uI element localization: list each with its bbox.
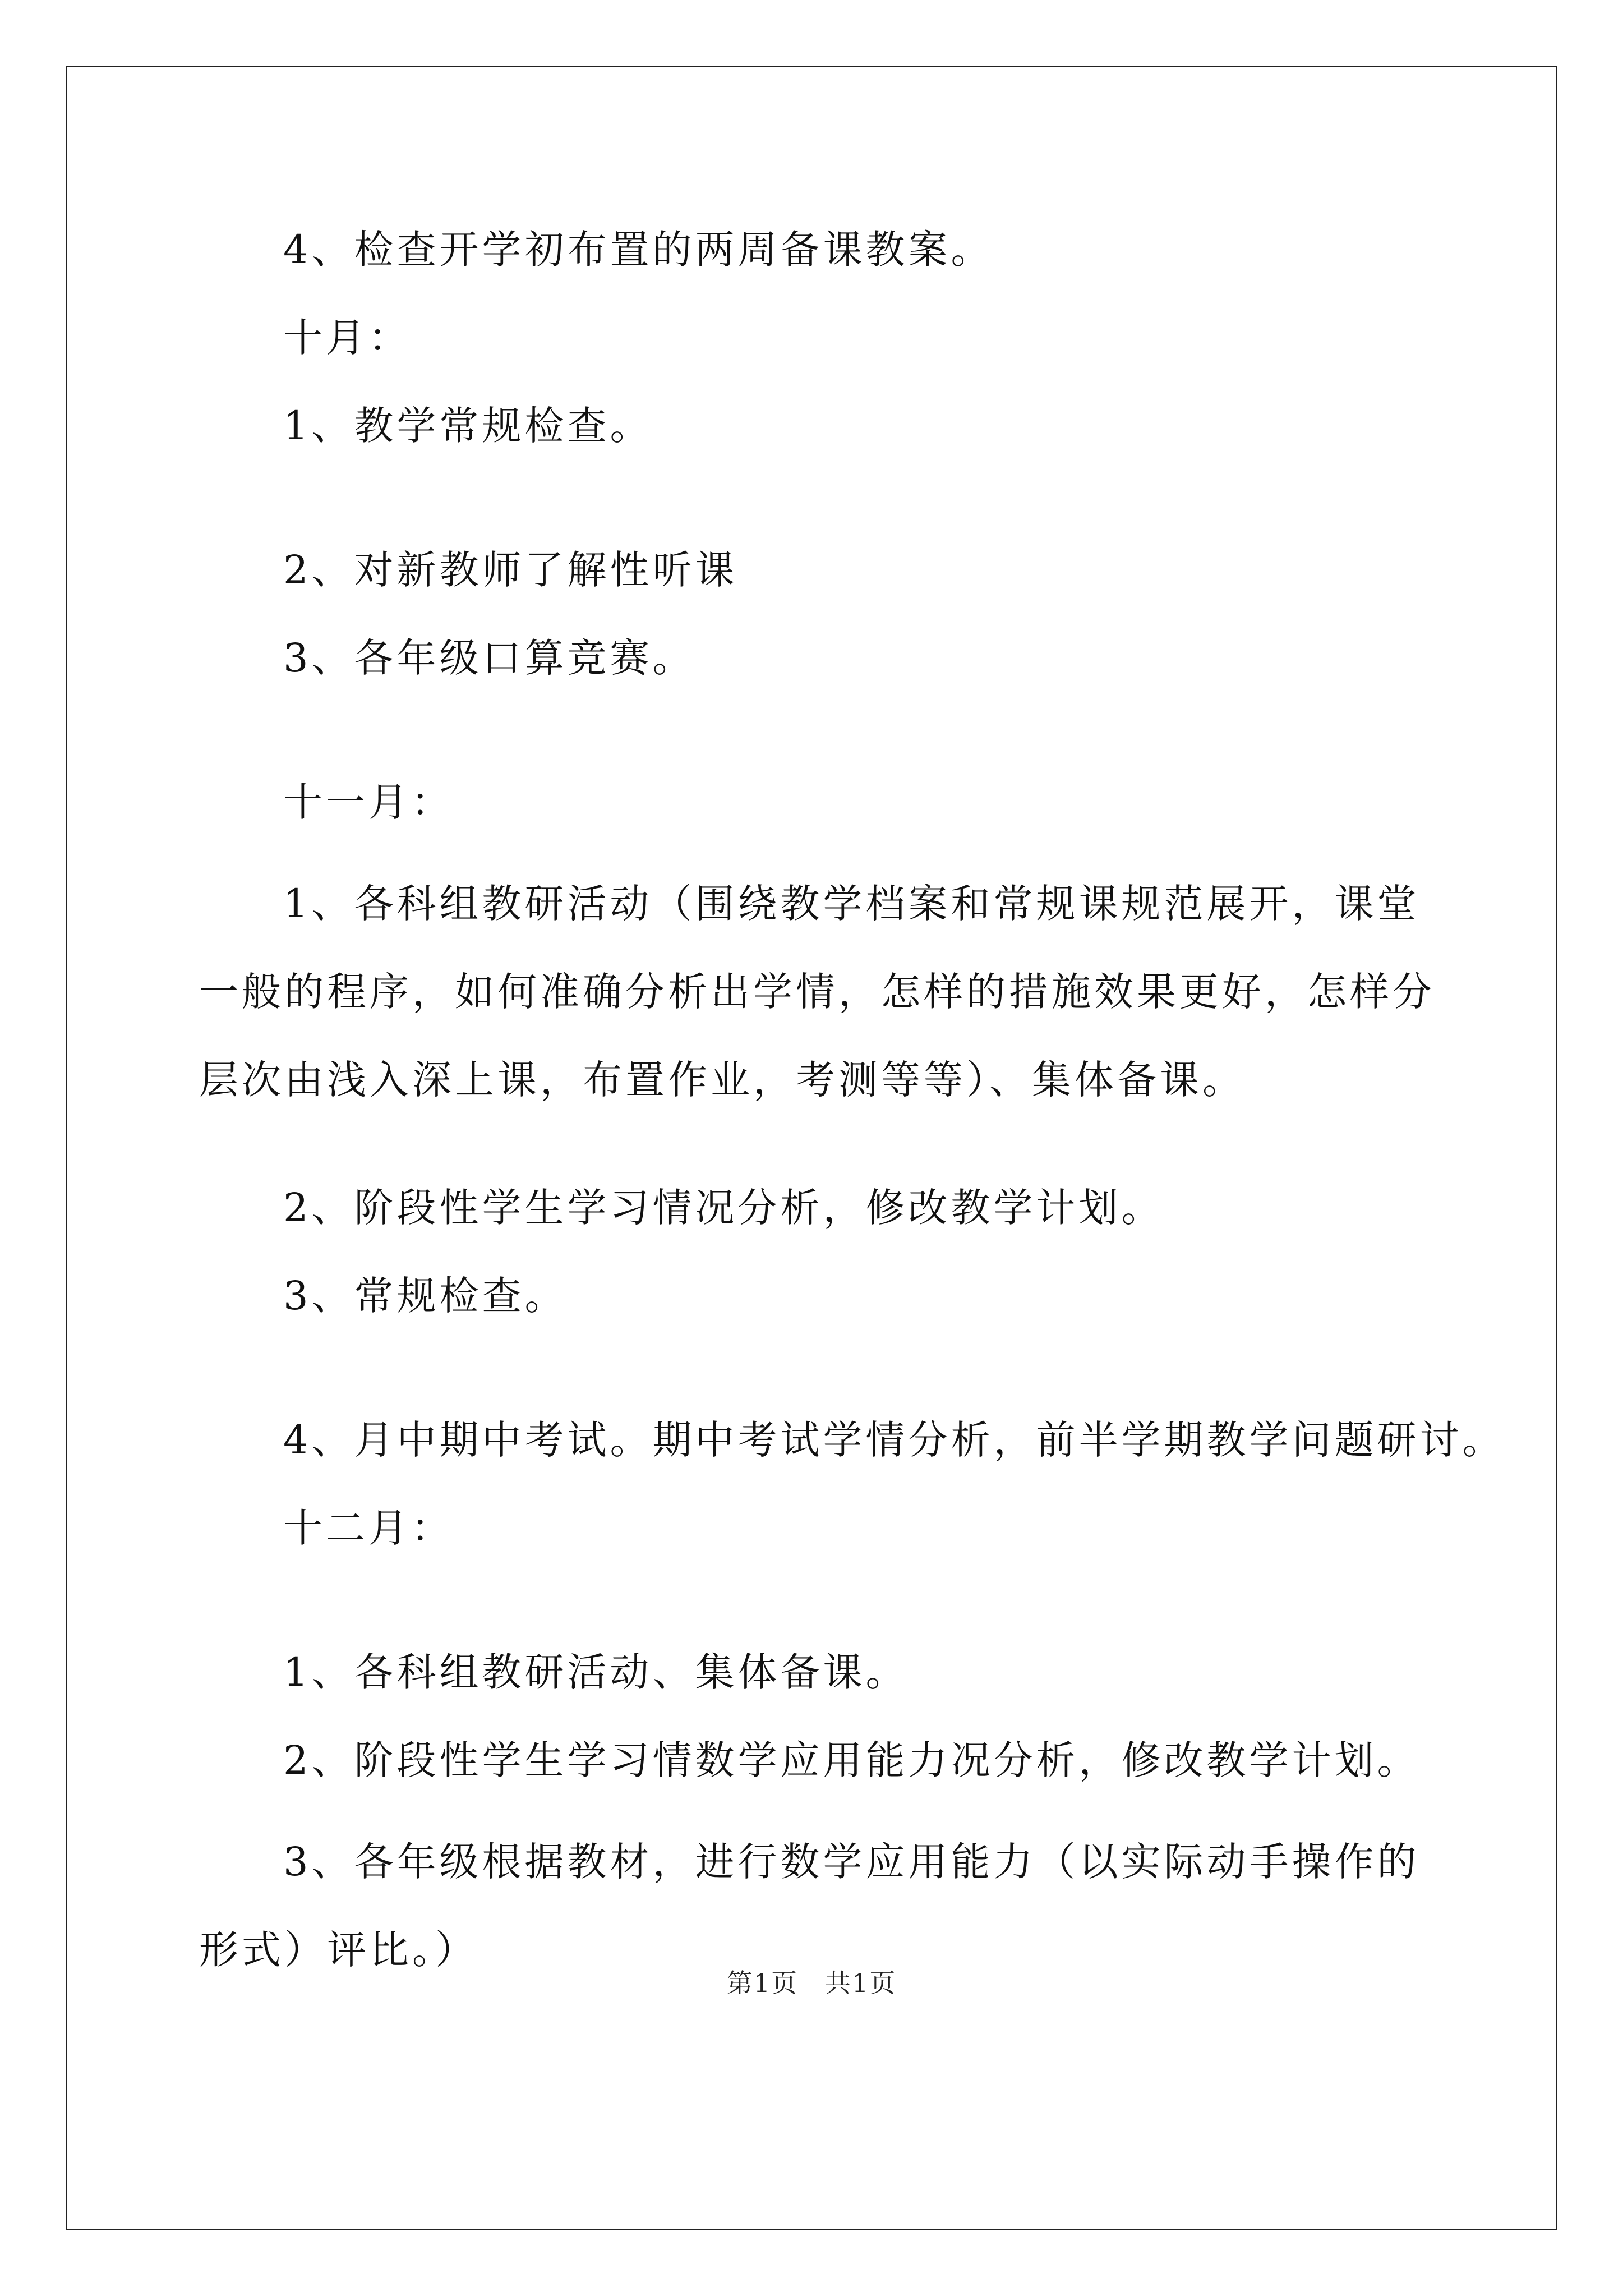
text-line: 4、检查开学初布置的两周备课教案。: [283, 227, 994, 273]
text-line: 2、对新教师了解性听课: [283, 547, 738, 593]
text-paragraph: 1、各科组教研活动（围绕教学档案和常规课规范展开，课堂一般的程序，如何准确分析出学情，怎样的措施效果更好，怎样分层次由浅入深上课，布置作业，考测等等）、集体备课。: [199, 881, 1435, 1103]
text-line: 3、常规检查。: [283, 1273, 568, 1319]
text-line: 4、月中期中考试。期中考试学情分析，前半学期教学问题研讨。: [283, 1417, 1505, 1463]
text-line: 2、阶段性学生学习情数学应用能力况分析，修改教学计划。: [283, 1737, 1420, 1783]
page-number-footer: 第1页 共1页: [726, 1968, 897, 1998]
text-line: 2、阶段性学生学习情况分析，修改教学计划。: [283, 1185, 1164, 1231]
section-heading-october: 十月：: [283, 315, 411, 361]
section-heading-november: 十一月：: [283, 779, 454, 825]
text-line: 1、教学常规检查。: [283, 403, 653, 449]
text-line: 3、各年级口算竞赛。: [283, 635, 695, 681]
text-paragraph: 3、各年级根据教材，进行数学应用能力（以实际动手操作的形式）评比。）: [199, 1839, 1420, 1973]
section-heading-december: 十二月：: [283, 1505, 454, 1551]
text-line: 1、各科组教研活动、集体备课。: [283, 1649, 909, 1695]
